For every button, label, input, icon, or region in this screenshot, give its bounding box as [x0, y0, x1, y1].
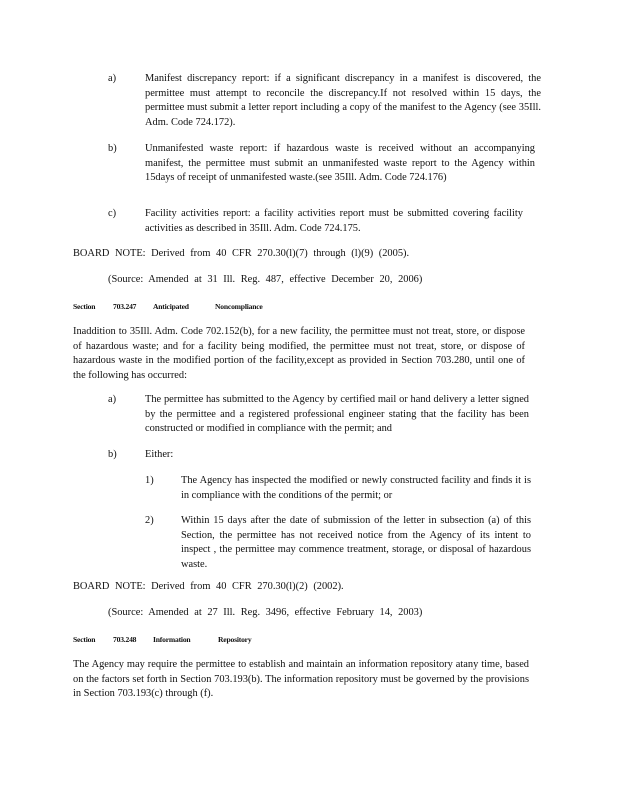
board-note: BOARD NOTE: Derived from 40 CFR 270.30(l)(2) (2002).	[73, 581, 344, 592]
board-note: BOARD NOTE: Derived from 40 CFR 270.30(l)(7) through (l)(9) (2005).	[73, 248, 410, 259]
list-item-text: Unmanifested waste report: if hazardous waste is received without an accompanying manifest, the permittee must submit an unmanifested waste report to the Agency within 15days of receipt of unmanifested waste.(see 35Ill. Adm. Code 724.176)	[145, 143, 535, 183]
list-item-text: Facility activities report: a facility activities report must be submitted covering facility activities as described in 35Ill. Adm. Code 724.175.	[145, 208, 523, 234]
list-item-text: The permittee has submitted to the Agency by certified mail or hand delivery a letter signed by the permittee and a registered professional engineer stating that the facility has been constructed or modified in compliance with the permit; and	[145, 394, 529, 434]
section-title-2: Noncompliance	[215, 302, 263, 311]
section-paragraph: Inaddition to 35Ill. Adm. Code 702.152(b), for a new facility, the permittee must not treat, store, or dispose of hazardous waste; and for a facility being modified, the permittee must not treat, store, or dispose of hazardous waste in the modified portion of the facility,except as provided in Section 703.280, until one of the following has occurred:	[73, 326, 525, 381]
list-item-text: Either:	[145, 449, 174, 460]
sub-list-label: 2)	[145, 515, 154, 526]
section-number: 703.247	[113, 302, 137, 311]
list-label: a)	[108, 394, 117, 405]
sub-list-item-text: The Agency has inspected the modified or newly constructed facility and finds it is in compliance with the conditions of the permit; or	[181, 475, 531, 501]
section-number: 703.248	[113, 635, 137, 644]
sub-list-label: 1)	[145, 475, 154, 486]
list-label: b)	[108, 449, 117, 460]
section-label: Section	[73, 635, 96, 644]
source-note: (Source: Amended at 27 Ill. Reg. 3496, effective February 14, 2003)	[108, 607, 423, 618]
list-label: b)	[108, 143, 117, 154]
sub-list-item-text: Within 15 days after the date of submission of the letter in subsection (a) of this Section, the permittee has not received notice from the Agency of its intent to inspect , the permittee may commence treatment, storage, or disposal of hazardous waste.	[181, 515, 531, 570]
section-title: Anticipated	[153, 302, 189, 311]
list-label: a)	[108, 73, 117, 84]
section-paragraph: The Agency may require the permittee to establish and maintain an information repository atany time, based on the factors set forth in Section 703.193(b). The information repository must be governed by the provisions in Section 703.193(c) through (f).	[73, 659, 529, 699]
section-title: Information	[153, 635, 191, 644]
source-note: (Source: Amended at 31 Ill. Reg. 487, effective December 20, 2006)	[108, 274, 423, 285]
list-item-text: Manifest discrepancy report: if a significant discrepancy in a manifest is discovered, the permittee must attempt to reconcile the discrepancy.If not resolved within 15 days, the permittee must submit a letter report including a copy of the manifest to the Agency (see 35Ill. Adm. Code 724.172).	[145, 73, 541, 128]
section-title-2: Repository	[218, 635, 252, 644]
list-label: c)	[108, 208, 117, 219]
section-label: Section	[73, 302, 96, 311]
